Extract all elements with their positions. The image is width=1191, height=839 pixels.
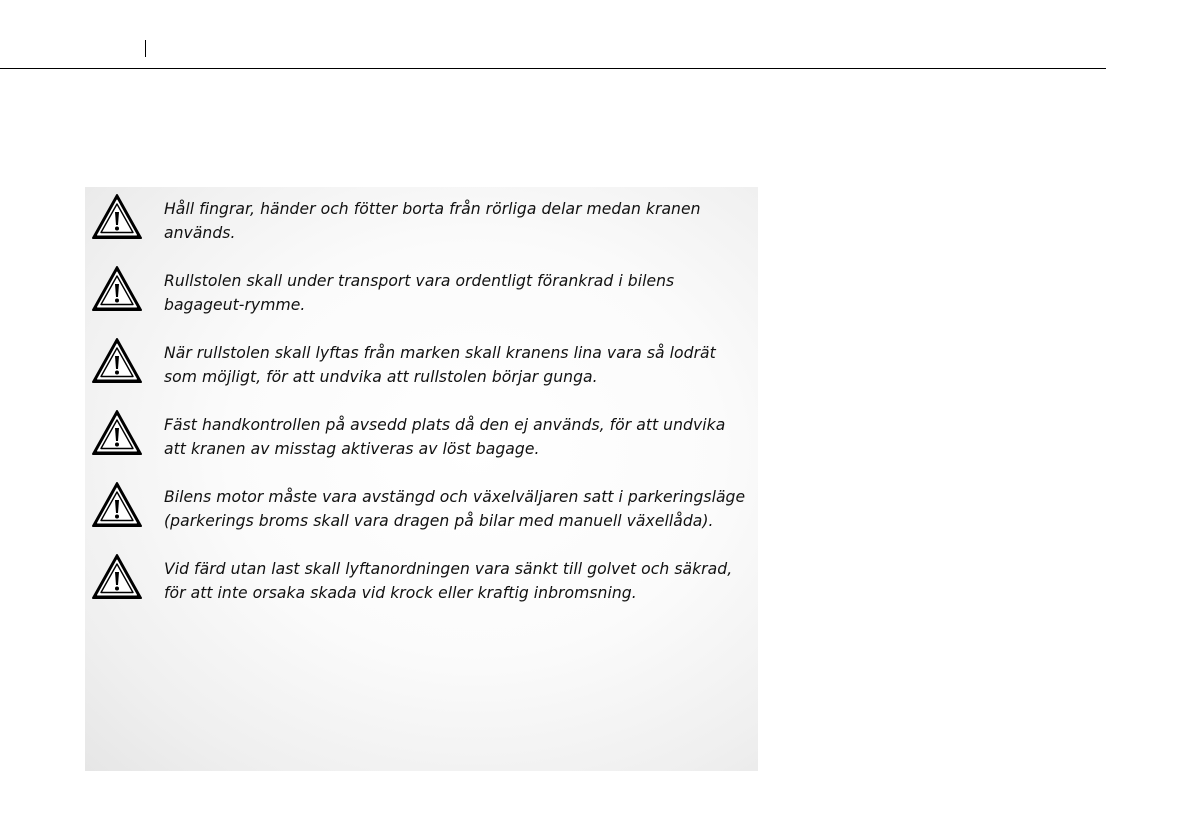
header-rule: [0, 68, 1106, 69]
warning-triangle-icon: [91, 337, 143, 385]
warning-list: [85, 197, 758, 629]
warning-item: [85, 557, 758, 629]
warning-text: Vid färd utan last skall lyftanordningen vara sänkt till golvet och säkrad, för att inte orsaka skada vid krock eller kraftig inbromsning.: [164, 560, 733, 602]
warning-triangle-icon: [91, 265, 143, 313]
warning-item: [85, 341, 758, 413]
warning-text: Håll fingrar, händer och fötter borta från rörliga delar medan kranen används.: [164, 200, 701, 242]
warning-item: [85, 413, 758, 485]
warning-triangle-icon: [91, 409, 143, 457]
warning-text: När rullstolen skall lyftas från marken skall kranens lina vara så lodrät som möjligt, för att undvika att rullstolen börjar gunga.: [164, 344, 716, 386]
warning-triangle-icon: [91, 553, 143, 601]
warning-item: [85, 269, 758, 341]
warning-triangle-icon: [91, 481, 143, 529]
warning-text: Rullstolen skall under transport vara ordentligt förankrad i bilens bagageut-rymme.: [164, 272, 675, 314]
warning-text: Bilens motor måste vara avstängd och växelväljaren satt i parkeringsläge (parkerings broms skall vara dragen på bilar med manuell växellåda).: [164, 488, 746, 530]
header-tick: [145, 40, 146, 57]
warning-item: [85, 197, 758, 269]
warning-triangle-icon: [91, 193, 143, 241]
warning-item: [85, 485, 758, 557]
warning-text: Fäst handkontrollen på avsedd plats då den ej används, för att undvika att kranen av misstag aktiveras av löst bagage.: [164, 416, 726, 458]
warning-panel: [85, 187, 758, 771]
